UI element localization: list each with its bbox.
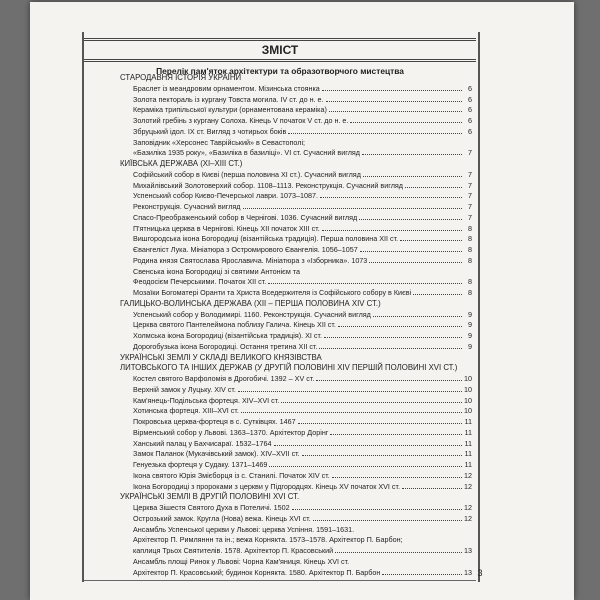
dot-leader xyxy=(292,502,462,510)
toc-entry xyxy=(133,470,472,481)
entry-title: Софійський собор в Києві (перша половина XI ст.). Сучасний вигляд xyxy=(133,169,361,179)
dot-leader xyxy=(360,244,462,252)
entry-title: Покровська церква-фортеця в с. Сутківцях. 1467 xyxy=(133,417,296,426)
toc-entry xyxy=(133,287,472,298)
entry-title: Золота пектораль із кургану Товста могила. IV ст. до н. е. xyxy=(133,94,324,104)
entry-page-number: 8 xyxy=(468,277,472,287)
toc-entry xyxy=(133,448,472,459)
section-title: ЛИТОВСЬКОГО ТА ІНШИХ ДЕРЖАВ (У ДРУГІЙ ПОЛОВИНІ XIV ПЕРШІЙ ПОЛОВИНІ XVI СТ.) xyxy=(120,363,458,373)
toc-section-heading xyxy=(120,491,472,502)
entry-page-number: 12 xyxy=(464,503,472,512)
dot-leader xyxy=(320,190,462,198)
toc-section-heading xyxy=(120,298,472,309)
toc-entry xyxy=(133,147,472,158)
dot-leader xyxy=(302,448,462,456)
toc-entry xyxy=(133,244,472,255)
dot-leader xyxy=(268,276,462,284)
entry-title: Острозький замок. Кругла (Нова) вежа. Кінець XVI ст. xyxy=(133,513,311,523)
toc-entry xyxy=(133,266,472,277)
toc-entry xyxy=(133,438,472,449)
entry-page-number: 10 xyxy=(464,406,472,416)
entry-page-number: 8 xyxy=(468,245,472,254)
page-number: 3 xyxy=(477,568,483,578)
toc-entry xyxy=(133,212,472,223)
toc-title: ЗМІСТ xyxy=(84,38,476,62)
entry-title: Збруцький ідол. IX ст. Вигляд з чотирьох боків xyxy=(133,126,287,136)
entry-title: Феодосієм Печерськими. Початок XII ст. xyxy=(133,277,267,287)
toc-entry xyxy=(133,524,472,535)
entry-title: Євангеліст Лука. Мініатюра з Остромирового Євангелія. 1056–1057 xyxy=(133,245,358,254)
toc-entry xyxy=(133,180,472,191)
dot-leader xyxy=(329,104,462,112)
entry-title: Реконструкція. Сучасний вигляд xyxy=(133,202,241,211)
dot-leader xyxy=(359,212,462,220)
dot-leader xyxy=(413,287,462,295)
entry-page-number: 6 xyxy=(468,116,472,125)
toc-entry xyxy=(133,373,472,384)
entry-title: Генуезька фортеця у Судаку. 1371–1469 xyxy=(133,460,268,469)
toc-section-heading xyxy=(120,72,472,83)
toc-entry xyxy=(133,481,472,492)
toc-entry xyxy=(133,405,472,416)
entry-title: П'ятницька церква в Чернігові. Кінець XII початок XIII ст. xyxy=(133,223,320,233)
toc-entry xyxy=(133,427,472,438)
entry-page-number: 6 xyxy=(468,83,472,93)
entry-title: Замок Паланок (Мукачівський замок). XIV–XVII ст. xyxy=(133,449,300,459)
toc-entry xyxy=(133,190,472,201)
toc-entry xyxy=(133,502,472,513)
entry-title: Церква Зішестя Святого Духа в Потеличі. 1502 xyxy=(133,503,290,512)
toc-entry xyxy=(133,126,472,137)
entry-title: Холмська ікона Богородиці (візантійська традиція). XI ст. xyxy=(133,331,323,340)
entry-title: Кераміка трипільської культури (орнаментована кераміка) xyxy=(133,105,327,115)
toc-entry xyxy=(133,94,472,105)
entry-title: каплиця Трьох Святителів. 1578. Архітектор П. Красовський xyxy=(133,546,334,555)
entry-title: Родина князя Святослава Ярославича. Мініатюра з «Ізборника». 1073 xyxy=(133,255,368,265)
toc-entry xyxy=(133,137,472,148)
toc-section-heading xyxy=(120,352,472,363)
entry-page-number: 7 xyxy=(468,191,472,201)
entry-page-number: 11 xyxy=(464,449,472,459)
section-title: СТАРОДАВНЯ ІСТОРІЯ УКРАЇНИ xyxy=(120,73,242,82)
entry-page-number: 9 xyxy=(468,320,472,330)
entry-title: Архітектор П. Красовський; будинок Корнякта. 1580. Архітектор П. Барбон xyxy=(133,567,381,577)
toc-entry xyxy=(133,223,472,234)
dot-leader xyxy=(316,373,462,381)
dot-leader xyxy=(288,126,462,134)
dot-leader xyxy=(369,255,462,263)
entry-page-number: 8 xyxy=(468,288,472,297)
entry-page-number: 8 xyxy=(468,223,472,233)
entry-page-number: 11 xyxy=(464,460,472,469)
entry-page-number: 9 xyxy=(468,309,472,319)
entry-page-number: 7 xyxy=(468,180,472,190)
toc-entry xyxy=(133,384,472,395)
entry-page-number: 12 xyxy=(464,481,472,491)
entry-page-number: 10 xyxy=(464,395,472,405)
entry-title: Ансамбль площі Ринок у Львові: Чорна Кам'яниця. Кінець XVI ст. xyxy=(133,556,350,566)
entry-title: Дорогобузька ікона Богородиці. Остання третина XII ст. xyxy=(133,341,318,351)
dot-leader xyxy=(363,169,462,177)
section-title: ГАЛИЦЬКО-ВОЛИНСЬКА ДЕРЖАВА (XII – ПЕРША ПОЛОВИНА XIV СТ.) xyxy=(120,298,381,308)
dot-leader xyxy=(281,395,462,403)
toc-entry xyxy=(133,104,472,115)
entry-title: Ікона Богородиці з пророками з церкви у Підгородцях. Кінець XV початок XVI ст. xyxy=(133,481,400,491)
entry-title: Заповідник «Херсонес Таврійський» в Севастополі; xyxy=(133,137,306,147)
dot-leader xyxy=(243,201,463,209)
entry-title: Мозаїки Богоматері Оранти та Христа Вседержителя із Софійського собору в Києві xyxy=(133,288,412,297)
dot-leader xyxy=(373,309,462,317)
toc-entry xyxy=(133,567,472,578)
toc-entry xyxy=(133,255,472,266)
entry-page-number: 12 xyxy=(464,513,472,523)
entry-title: Кам'янець-Подільська фортеця. XIV–XVI ст. xyxy=(133,395,280,405)
entry-title: Ікона святого Юрія Змієборця із с. Станилі. Початок XIV ст. xyxy=(133,470,330,480)
toc-entry xyxy=(133,341,472,352)
dot-leader xyxy=(313,513,462,521)
toc-entry xyxy=(133,395,472,406)
toc-entry xyxy=(133,556,472,567)
entry-page-number: 12 xyxy=(464,470,472,480)
entry-page-number: 10 xyxy=(464,374,472,383)
entry-title: Михайлівський Золотоверхий собор. 1108–1113. Реконструкція. Сучасний вигляд xyxy=(133,180,403,190)
entry-page-number: 6 xyxy=(468,94,472,104)
toc-entry xyxy=(133,83,472,94)
toc-entry xyxy=(133,319,472,330)
entry-page-number: 6 xyxy=(468,126,472,136)
entry-page-number: 6 xyxy=(468,105,472,115)
dot-leader xyxy=(319,341,462,349)
entry-title: Золотий гребінь з кургану Солоха. Кінець V початок V ст. до н. е. xyxy=(133,116,349,125)
entry-title: Церква святого Пантелеймона поблизу Галича. Кінець XII ст. xyxy=(133,320,336,330)
dot-leader xyxy=(298,416,462,424)
toc-entry xyxy=(133,545,472,556)
bottom-rule xyxy=(84,580,476,581)
entry-title: Хотинська фортеця. XIII–XVI ст. xyxy=(133,406,239,416)
entry-page-number: 10 xyxy=(464,384,472,394)
entry-page-number: 13 xyxy=(464,546,472,555)
toc-section-heading xyxy=(120,158,472,169)
entry-page-number: 8 xyxy=(468,255,472,265)
dot-leader xyxy=(238,384,462,392)
dot-leader xyxy=(322,83,462,91)
dot-leader xyxy=(335,545,462,553)
entry-title: Браслет із меандровим орнаментом. Мізинська стоянка xyxy=(133,83,320,93)
entry-page-number: 7 xyxy=(468,202,472,211)
entry-title: Успенський собор Києво-Печерської лаври. 1073–1087. xyxy=(133,191,319,201)
dot-leader xyxy=(402,481,462,489)
dot-leader xyxy=(338,319,462,327)
section-title: УКРАЇНСЬКІ ЗЕМЛІ В ДРУГІЙ ПОЛОВИНІ XVI СТ. xyxy=(120,492,300,502)
section-title: УКРАЇНСЬКІ ЗЕМЛІ У СКЛАДІ ВЕЛИКОГО КНЯЗІВСТВА xyxy=(120,352,322,362)
dot-leader xyxy=(382,567,462,575)
toc-entry xyxy=(133,459,472,470)
dot-leader xyxy=(274,438,462,446)
entry-title: «Базиліка 1935 року», «Базиліка в базиліці». VI ст. Сучасний вигляд xyxy=(133,148,360,158)
entry-title: Вірменський собор у Львові. 1363–1370. Архітектор Дорінг xyxy=(133,427,329,437)
dot-leader xyxy=(400,233,462,241)
entry-page-number: 8 xyxy=(468,234,472,244)
dot-leader xyxy=(405,180,462,188)
entry-page-number: 11 xyxy=(464,427,472,437)
dot-leader xyxy=(362,147,462,155)
entry-page-number: 7 xyxy=(468,212,472,222)
entry-page-number: 7 xyxy=(468,169,472,179)
entry-title: Вишгородська ікона Богородиці (візантійська традиція). Перша половина XII ст. xyxy=(133,234,399,244)
toc-entry xyxy=(133,201,472,212)
entry-title: Ханський палац у Бахчисараї. 1532–1764 xyxy=(133,438,272,448)
entry-page-number: 9 xyxy=(468,331,472,340)
toc-entry xyxy=(133,233,472,244)
entry-title: Успенський собор у Володимирі. 1160. Реконструкція. Сучасний вигляд xyxy=(133,309,371,319)
dot-leader xyxy=(332,470,462,478)
toc-entry xyxy=(133,513,472,524)
toc-entry xyxy=(133,309,472,320)
entry-page-number: 9 xyxy=(468,341,472,351)
entry-page-number: 11 xyxy=(464,417,472,426)
toc-subtitle: Перелік пам'яток архітектури та образотворчого мистецтва xyxy=(156,66,404,76)
entry-title: Свенська ікона Богородиці зі святими Антонієм та xyxy=(133,266,300,276)
entry-title: Верхній замок у Луцьку. XIV ст. xyxy=(133,384,236,394)
dot-leader xyxy=(269,459,462,467)
entry-title: Архітектор П. Римляннн та ін.; вежа Корнякта. 1573–1578. Архітектор П. Барбон; xyxy=(133,535,403,545)
dot-leader xyxy=(241,405,462,413)
dot-leader xyxy=(350,115,462,123)
dot-leader xyxy=(326,94,462,102)
entry-page-number: 7 xyxy=(468,148,472,158)
dot-leader xyxy=(324,330,462,338)
toc-entry xyxy=(133,416,472,427)
toc-entry xyxy=(133,534,472,545)
entry-title: Костел святого Варфоломія в Дрогобичі. 1392 – XV ст. xyxy=(133,374,315,383)
toc-entry xyxy=(133,276,472,287)
entry-page-number: 13 xyxy=(464,567,472,577)
toc-entry xyxy=(133,115,472,126)
dot-leader xyxy=(322,223,462,231)
entry-title: Ансамбль Успенської церкви у Львові: церква Успіння. 1591–1631. xyxy=(133,524,355,534)
toc-entry xyxy=(133,169,472,180)
entry-title: Спасо-Преображенський собор в Чернігові. 1036. Сучасний вигляд xyxy=(133,212,358,222)
entry-page-number: 11 xyxy=(464,438,472,448)
section-title: КИЇВСЬКА ДЕРЖАВА (XI–XIII СТ.) xyxy=(120,159,243,168)
toc-entry xyxy=(133,330,472,341)
toc-section-heading xyxy=(120,362,472,373)
dot-leader xyxy=(330,427,462,435)
